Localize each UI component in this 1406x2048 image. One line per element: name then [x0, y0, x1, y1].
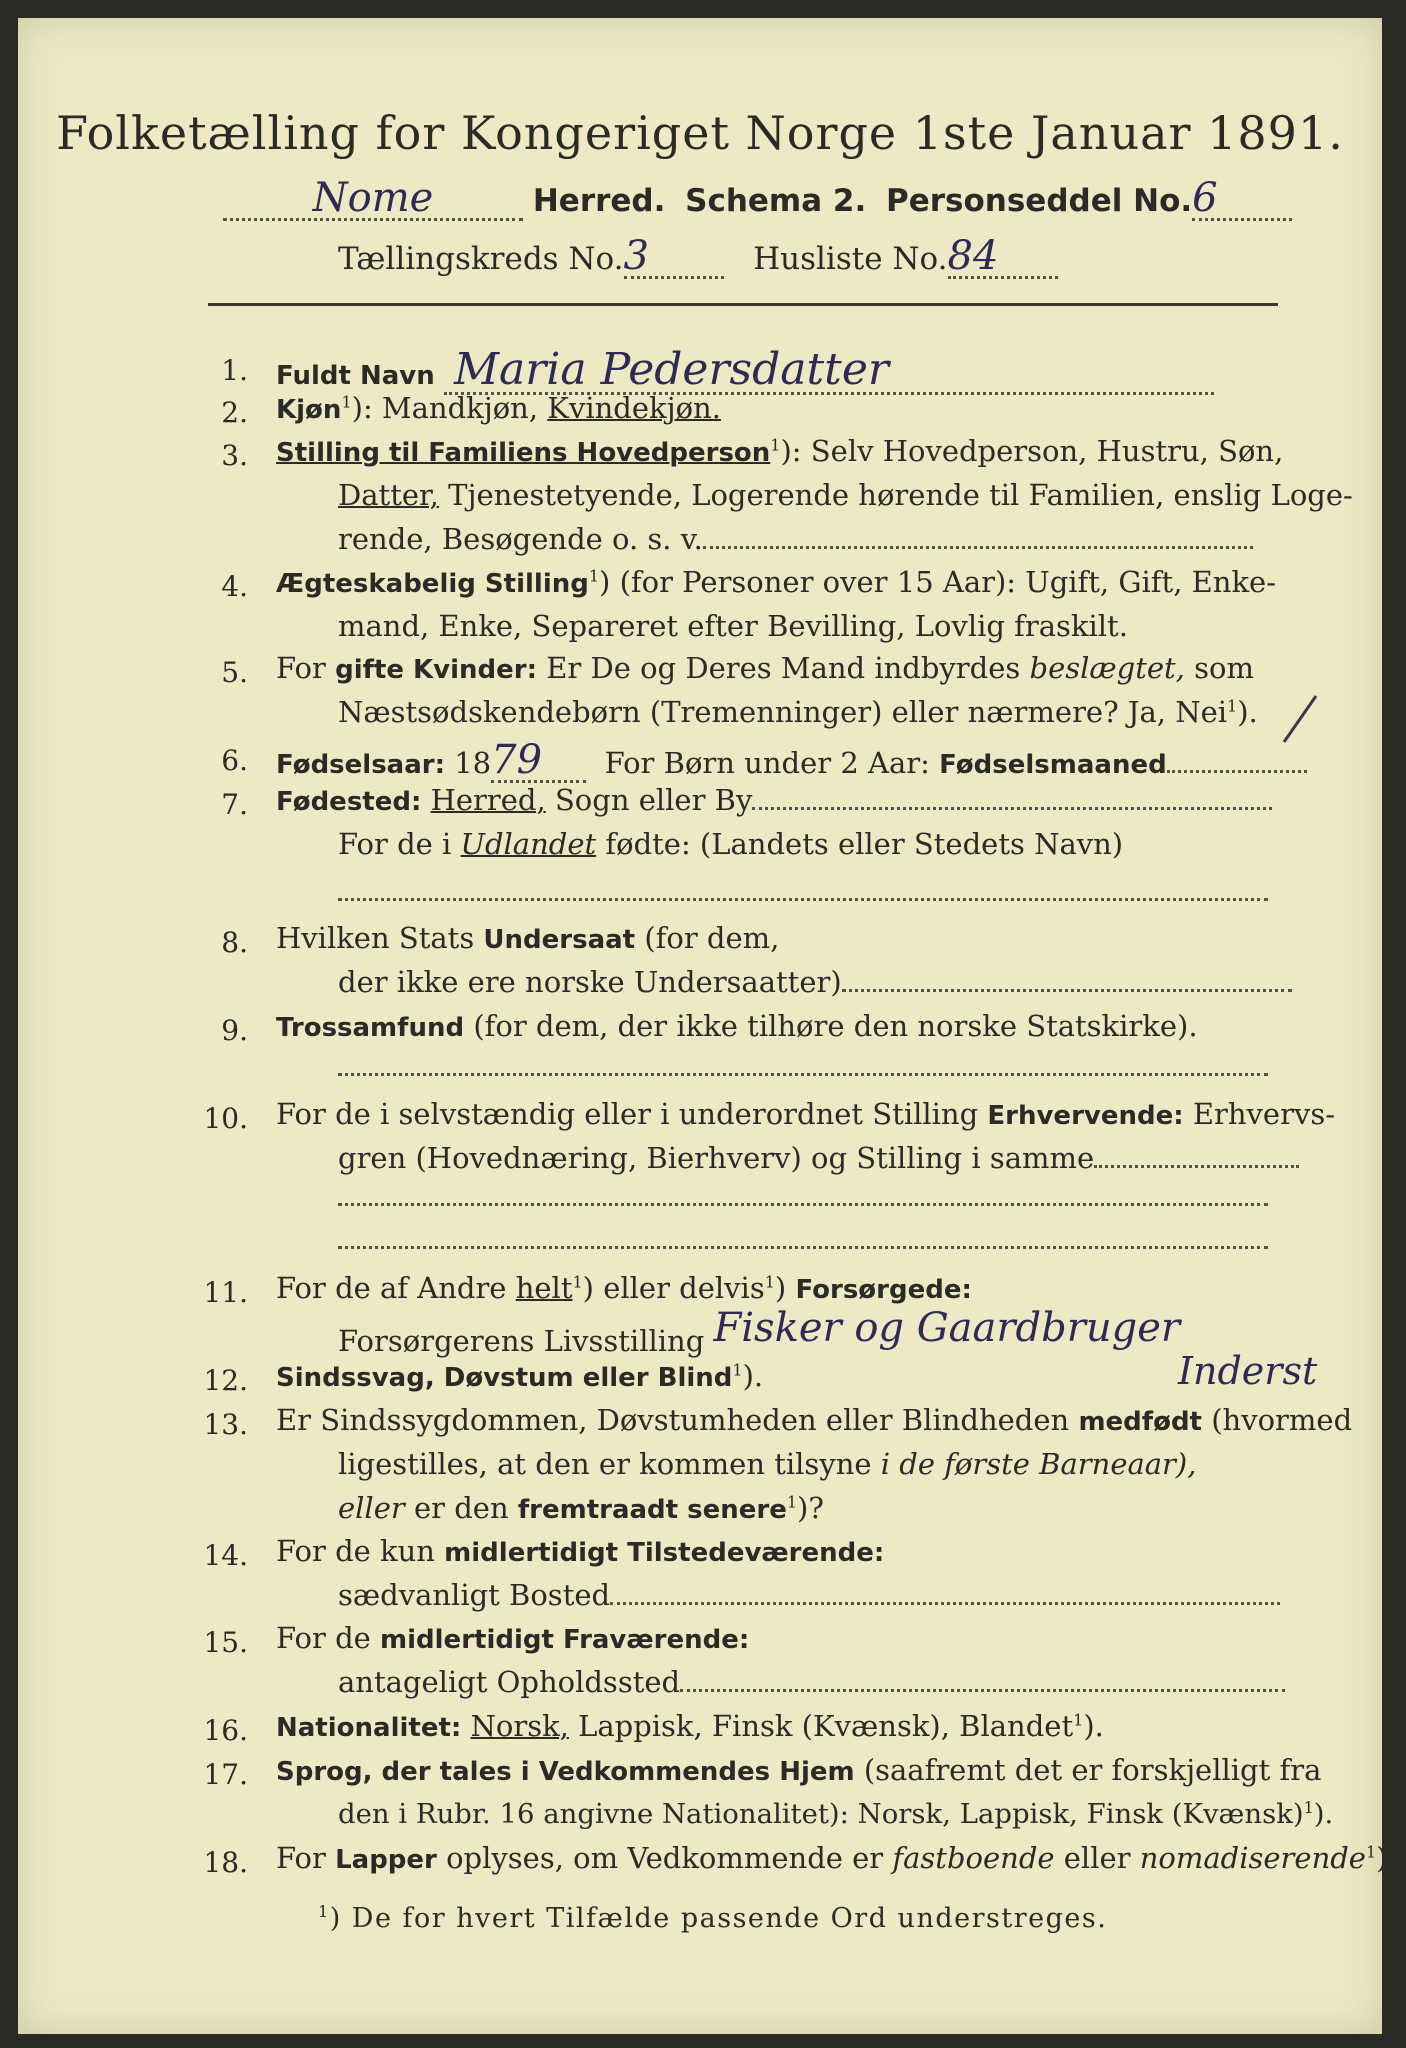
q18-italic2: nomadiserende: [1139, 1841, 1366, 1875]
q10-text2: gren (Hovednæring, Bierhverv) og Stilling i samme: [338, 1141, 1095, 1175]
q10-line-2: [338, 1141, 1299, 1175]
q3-dots: [703, 546, 1253, 549]
q16-sup: 1: [1073, 1710, 1084, 1730]
q13-label: medfødt: [1078, 1407, 1202, 1437]
taellingskreds-label: Tællingskreds No.: [338, 241, 624, 277]
q9-text: (for dem, der ikke tilhøre den norske Statskirke).: [473, 1009, 1198, 1043]
q17-sup: 1: [1303, 1798, 1314, 1817]
q11-answer2: Inderst: [1178, 1349, 1318, 1393]
q5-line-1: [276, 651, 1254, 685]
q12-number: 12.: [203, 1364, 248, 1397]
q15-pre: For de: [276, 1621, 371, 1655]
q13-text1b: (hvormed: [1211, 1403, 1353, 1437]
q10-number: 10.: [203, 1102, 248, 1135]
q3-number: 3.: [221, 439, 248, 472]
q3-label: Stilling til Familiens Hovedperson: [276, 438, 771, 468]
q18-sup: 1: [1365, 1842, 1377, 1862]
q7-answer-line: [338, 898, 1268, 901]
q10-answer-line-2: [338, 1246, 1268, 1249]
q18-pre: For: [276, 1841, 326, 1875]
q7-dots: [752, 807, 1272, 810]
q16-text-end: ).: [1083, 1709, 1104, 1743]
q14-text2: sædvanligt Bosted: [338, 1578, 611, 1612]
q6-dots: [1167, 770, 1307, 773]
personseddel-label: Personseddel No.: [886, 183, 1193, 219]
q18-line: [276, 1841, 1397, 1875]
schema-label: Schema 2.: [685, 183, 867, 219]
q3-line-1: [276, 434, 1284, 468]
q16-underlined: Norsk,: [470, 1709, 569, 1743]
q18-text1b: eller: [1063, 1841, 1131, 1875]
q11-label: Forsørgede:: [795, 1275, 972, 1305]
q15-number: 15.: [203, 1626, 248, 1659]
q1-answer: Maria Pedersdatter: [444, 348, 1214, 395]
q2-number: 2.: [221, 396, 248, 429]
q3-text3: rende, Besøgende o. s. v.: [338, 522, 703, 556]
q11-line-2: [338, 1305, 1180, 1358]
q7-text1: Sogn eller By: [554, 783, 753, 817]
q4-line-1: [276, 565, 1277, 599]
q11-sup1: 1: [572, 1272, 583, 1292]
q9-line: [276, 1009, 1198, 1043]
q3-line-3: [338, 522, 1253, 556]
q18-text1: oplyses, om Vedkommende er: [446, 1841, 884, 1875]
taellingskreds-line: [338, 233, 1058, 279]
q13-text3b: )?: [797, 1491, 824, 1525]
q11-text2: Forsørgerens Livsstilling: [338, 1324, 705, 1358]
q2-line: [276, 391, 721, 425]
q7-text2: For de i: [338, 827, 452, 861]
q15-dots: [680, 1689, 1285, 1692]
census-form: [18, 18, 1397, 2034]
q6-text: For Børn under 2 Aar:: [604, 746, 930, 780]
q15-line-2: [338, 1665, 1285, 1699]
q11-sup2: 1: [764, 1272, 775, 1292]
q8-dots: [842, 989, 1292, 992]
q5-text2: Næstsødskendebørn (Tremenninger) eller nærmere? Ja, Nei: [338, 695, 1228, 729]
q11-text1c: ): [774, 1271, 787, 1305]
q2-label: Kjøn: [276, 395, 342, 425]
q11-line-1: [276, 1271, 972, 1305]
herred-handwritten: Nome: [223, 178, 523, 221]
q14-dots: [610, 1602, 1280, 1605]
q13-text1: Er Sindssygdommen, Døvstumheden eller Blindheden: [276, 1403, 1070, 1437]
q16-label: Nationalitet:: [276, 1713, 462, 1743]
q11-text1b: ) eller delvis: [582, 1271, 765, 1305]
q7-label: Fødested:: [276, 787, 422, 817]
q5-pre: For: [276, 651, 326, 685]
q17-text2: den i Rubr. 16 angivne Nationalitet): Norsk, Lappisk, Finsk (Kvænsk): [338, 1798, 1304, 1831]
q7-text2b: fødte: (Landets eller Stedets Navn): [605, 827, 1124, 861]
q14-label: midlertidigt Tilstedeværende:: [444, 1538, 885, 1568]
q7-line-2: [338, 827, 1124, 861]
q8-label: Undersaat: [483, 925, 636, 955]
q13-italic3: eller: [338, 1491, 405, 1525]
q6-number: 6.: [221, 744, 248, 777]
q5-text1: Er De og Deres Mand indbyrdes: [546, 651, 1021, 685]
q6-label2: Fødselsmaaned: [939, 750, 1167, 780]
q1-number: 1.: [221, 354, 248, 387]
q15-label: midlertidigt Fraværende:: [380, 1625, 750, 1655]
q16-number: 16.: [203, 1714, 248, 1747]
q7-number: 7.: [221, 788, 248, 821]
q7-underlined: Herred,: [430, 783, 546, 817]
q18-text1c: ).: [1376, 1841, 1397, 1875]
q5-number: 5.: [221, 656, 248, 689]
personseddel-value: 6: [1192, 178, 1292, 221]
q15-line-1: [276, 1621, 750, 1655]
q11-text1a: For de af Andre: [276, 1271, 507, 1305]
q8-line-1: [276, 921, 780, 955]
q5-text2b: ).: [1237, 695, 1258, 729]
q5-text1b: som: [1194, 651, 1254, 685]
q3-line-2: [338, 478, 1353, 512]
q17-line-2: [338, 1800, 1333, 1829]
q1-line: [276, 344, 1214, 395]
q5-sup: 1: [1227, 696, 1238, 716]
q11-underlined: helt: [515, 1271, 573, 1305]
q10-label: Erhvervende:: [987, 1101, 1184, 1131]
q6-year-hw: 79: [491, 740, 586, 783]
q6-year-prefix: 18: [454, 746, 492, 780]
q14-line-1: [276, 1534, 885, 1568]
q3-underlined: Datter,: [338, 478, 439, 512]
q17-number: 17.: [203, 1758, 248, 1791]
husliste-label: Husliste No.: [753, 241, 948, 277]
q13-line-3: [338, 1491, 824, 1525]
q5-line-2: [338, 695, 1258, 729]
q3-sup: 1: [770, 435, 781, 455]
q10-line-1: [276, 1097, 1336, 1131]
q13-text2: ligestilles, at den er kommen tilsyne: [338, 1447, 872, 1481]
q8-text1b: (for dem,: [644, 921, 780, 955]
husliste-value: 84: [948, 236, 1058, 279]
q2-underlined: Kvindekjøn.: [547, 391, 721, 425]
q11-answer1: Fisker og Gaardbruger: [713, 1305, 1180, 1351]
footnote-sup: 1: [318, 1902, 330, 1921]
q8-text2: der ikke ere norske Undersaatter): [338, 965, 842, 999]
q3-text1: ): Selv Hovedperson, Hustru, Søn,: [780, 434, 1284, 468]
header-rule: [208, 303, 1278, 306]
q13-label3: fremtraadt senere: [517, 1495, 787, 1525]
taellingskreds-value: 3: [624, 236, 724, 279]
q4-number: 4.: [221, 570, 248, 603]
q17-text2b: ).: [1313, 1798, 1334, 1831]
q7-italic: Udlandet: [460, 827, 597, 861]
q9-label: Trossamfund: [276, 1013, 465, 1043]
q9-number: 9.: [221, 1014, 248, 1047]
q18-italic1: fastboende: [892, 1841, 1055, 1875]
q8-number: 8.: [221, 926, 248, 959]
q13-sup: 1: [786, 1492, 798, 1512]
q4-sup: 1: [588, 566, 600, 586]
q12-sup: 1: [732, 1360, 743, 1380]
q8-line-2: [338, 965, 1292, 999]
q18-label: Lapper: [335, 1845, 437, 1875]
q13-number: 13.: [203, 1408, 248, 1441]
q4-line-2: [338, 609, 1128, 643]
q4-label: Ægteskabelig Stilling: [276, 569, 589, 599]
q14-line-2: [338, 1578, 1280, 1612]
q6-label: Fødselsaar:: [276, 750, 445, 780]
q2-text: ): Mandkjøn,: [351, 391, 539, 425]
footnote: [318, 1904, 1107, 1932]
q13-line-2: [338, 1447, 1197, 1481]
q10-text1: For de i selvstændig eller i underordnet Stilling: [276, 1097, 979, 1131]
q6-line: [276, 737, 1307, 783]
q16-line: [276, 1709, 1104, 1743]
q4-text2: mand, Enke, Separeret efter Bevilling, Lovlig fraskilt.: [338, 609, 1128, 643]
q5-label: gifte Kvinder:: [335, 655, 538, 685]
q13-italic2: i de første Barneaar),: [880, 1447, 1197, 1481]
q10-dots: [1094, 1165, 1299, 1168]
q10-text1b: Erhvervs-: [1192, 1097, 1336, 1131]
q12-line: [276, 1359, 764, 1393]
q16-text: Lappisk, Finsk (Kvænsk), Blandet: [578, 1709, 1074, 1743]
q11-number: 11.: [203, 1276, 248, 1309]
q8-text1a: Hvilken Stats: [276, 921, 475, 955]
q12-text: ).: [742, 1359, 764, 1393]
q15-text2: antageligt Opholdssted: [338, 1665, 681, 1699]
q13-line-1: [276, 1403, 1353, 1437]
q12-label: Sindssvag, Døvstum eller Blind: [276, 1363, 733, 1393]
q4-text1: ) (for Personer over 15 Aar): Ugift, Gift, Enke-: [599, 565, 1277, 599]
q2-sup: 1: [341, 392, 352, 412]
q1-label: Fuldt Navn: [276, 361, 435, 391]
q17-text1: (saafremt det er forskjelligt fra: [863, 1753, 1322, 1787]
q14-pre: For de kun: [276, 1534, 435, 1568]
footnote-text: ) De for hvert Tilfælde passende Ord understreges.: [329, 1903, 1108, 1934]
q18-number: 18.: [203, 1846, 248, 1879]
q14-number: 14.: [203, 1539, 248, 1572]
herred-line: [223, 175, 1292, 221]
q17-label: Sprog, der tales i Vedkommendes Hjem: [276, 1757, 855, 1787]
q5-italic1: beslægtet,: [1029, 651, 1185, 685]
q7-line-1: [276, 783, 1272, 817]
q17-line-1: [276, 1753, 1322, 1787]
q3-text2: Tjenestetyende, Logerende hørende til Familien, enslig Loge-: [448, 478, 1353, 512]
form-title: Folketælling for Kongeriget Norge 1ste Januar 1891.: [56, 106, 1344, 160]
q9-answer-line: [338, 1073, 1268, 1076]
q10-answer-line-1: [338, 1203, 1268, 1206]
herred-label: Herred.: [532, 183, 666, 219]
q13-text3: er den: [413, 1491, 509, 1525]
